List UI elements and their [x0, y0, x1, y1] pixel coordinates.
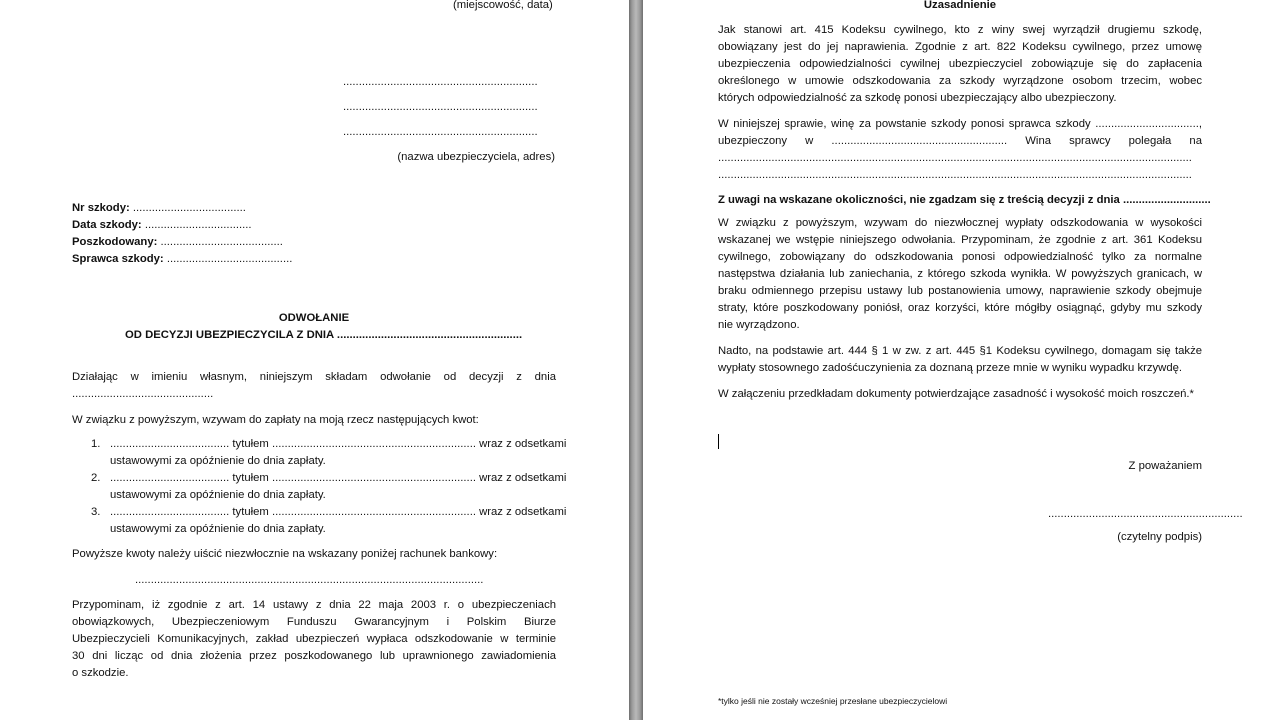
p3-line-4: następstwa działania lub zaniechania, z którego szkoda wynikła. W powyższych granicach, w	[718, 268, 1202, 280]
p3-line-6: straty, które poszkodowany poniósł, oraz korzyści, które mógłby osiągnąć, gdyby mu szkody	[718, 302, 1202, 314]
p2-line-1: W niniejszej sprawie, winę za powstanie szkody ponosi sprawca szkody .................................,	[718, 118, 1202, 130]
injured-party-dots: .......................................	[160, 236, 283, 248]
account-intro: Powyższe kwoty należy uiścić niezwłocznie na wskazany poniżej rachunek bankowy:	[72, 548, 498, 560]
page-gap	[629, 0, 643, 720]
insurer-line-1: ..............................................................	[343, 76, 538, 88]
document-title: ODWOŁANIE	[278, 312, 350, 324]
p3-line-5: braku odmiennego przepisu ustawy lub postanowienia umowy, naprawienie szkody obejmuje	[718, 285, 1202, 297]
p2-line-2: ubezpieczony w ........................................................ Wina sprawcy polegała na	[718, 135, 1202, 147]
p2-line-4: .......................................................................................................................................................	[718, 169, 1192, 181]
p1-line-1: Jak stanowi art. 415 Kodeksu cywilnego, kto z winy swej wyrządził drugiemu szkodę,	[718, 24, 1202, 36]
reminder-line-2: obowiązkowych, Ubezpieczeniowym Funduszu Gwarancyjnym i Polskim Biurze	[72, 616, 556, 628]
p1-line-3: ubezpieczenia odpowiedzialności cywilnej ubezpieczyciel zobowiązuje się do zapłacenia	[718, 58, 1202, 70]
perpetrator-label: Sprawca szkody:	[72, 253, 164, 265]
p3-line-1: W związku z powyższym, wzywam do niezwłocznej wypłaty odszkodowania w wysokości	[718, 217, 1202, 229]
disagree-statement: Z uwagi na wskazane okoliczności, nie zgadzam się z treścią decyzji z dnia ............................	[718, 194, 1211, 206]
justification-paragraph-1	[718, 22, 1202, 107]
insurer-line-3: ..............................................................	[343, 126, 538, 138]
demand-item-1-line-1: ...................................... tytułem ................................................................. wraz z odsetkami	[110, 438, 567, 450]
insurer-label: (nazwa ubezpieczyciela, adres)	[397, 151, 555, 163]
demand-item-3-line-1: ...................................... tytułem ................................................................. wraz z odsetkami	[110, 506, 567, 518]
p1-line-2: obowiązany jest do jej naprawienia. Zgodnie z art. 822 Kodeksu cywilnego, przez umowę	[718, 41, 1202, 53]
signature-label: (czytelny podpis)	[1117, 531, 1202, 543]
p3-line-2: wskazanej we wstępie niniejszego odwołania. Przypominam, że zgodnie z art. 361 Kodeksu	[718, 234, 1202, 246]
p3-line-7: nie wyrządzono.	[718, 319, 800, 331]
justification-heading: Uzasadnienie	[923, 0, 997, 11]
insurer-line-2: ..............................................................	[343, 101, 538, 113]
document-subtitle: OD DECYZJI UBEZPIECZYCILA Z DNIA ...........................................................	[125, 329, 523, 341]
footnote: *tylko jeśli nie zostały wcześniej przesłane ubezpieczycielowi	[718, 696, 948, 706]
item-number-1: 1.	[91, 438, 101, 450]
account-line: ...............................................................................................................	[135, 574, 484, 586]
claim-date-dots: ..................................	[144, 219, 252, 231]
justification-paragraph-4	[718, 343, 1202, 377]
reminder-paragraph	[72, 597, 556, 682]
justification-paragraph-2	[718, 116, 1202, 184]
demand-item-1-line-2: ustawowymi za opóźnienie do dnia zapłaty.	[110, 455, 326, 467]
claim-date-label: Data szkody:	[72, 219, 142, 231]
intro-line-2: .............................................	[72, 388, 214, 400]
p2-line-3: .......................................................................................................................................................	[718, 152, 1192, 164]
document-page-left	[0, 0, 629, 720]
injured-party-field	[72, 234, 283, 251]
text-cursor[interactable]	[718, 434, 719, 449]
item-number-2: 2.	[91, 472, 101, 484]
perpetrator-field	[72, 251, 292, 268]
attachments-statement: W załączeniu przedkładam dokumenty potwierdzające zasadność i wysokość moich roszczeń.*	[718, 388, 1194, 400]
p1-line-4: określonego w umowie odszkodowania za szkody wyrządzone osobom trzecim, wobec	[718, 75, 1202, 87]
p3-line-3: cywilnego, zobowiązany do odszkodowania ponosi odpowiedzialność tylko za normalne	[718, 251, 1202, 263]
regards-text: Z poważaniem	[1128, 460, 1202, 472]
claim-number-dots: ....................................	[132, 202, 246, 214]
injured-party-label: Poszkodowany:	[72, 236, 158, 248]
demand-item-3-line-2: ustawowymi za opóźnienie do dnia zapłaty.	[110, 523, 326, 535]
demand-item-2-line-1: ...................................... tytułem ................................................................. wraz z odsetkami	[110, 472, 567, 484]
intro-paragraph	[72, 369, 556, 403]
claim-date-field	[72, 217, 252, 234]
reminder-line-5: o szkodzie.	[72, 667, 129, 679]
reminder-line-1: Przypominam, iż zgodnie z art. 14 ustawy z dnia 22 maja 2003 r. o ubezpieczeniach	[72, 599, 556, 611]
demand-item-3	[110, 504, 567, 538]
demand-item-1	[110, 436, 567, 470]
demand-item-2-line-2: ustawowymi za opóźnienie do dnia zapłaty.	[110, 489, 326, 501]
place-date-label: (miejscowość, data)	[453, 0, 553, 11]
item-number-3: 3.	[91, 506, 101, 518]
p1-line-5: których odpowiedzialność za szkodę ponosi ubezpieczający albo ubezpieczony.	[718, 92, 1117, 104]
demand-item-2	[110, 470, 567, 504]
demand-intro: W związku z powyższym, wzywam do zapłaty na moją rzecz następujących kwot:	[72, 414, 479, 426]
p4-line-1: Nadto, na podstawie art. 444 § 1 w zw. z art. 445 §1 Kodeksu cywilnego, domagam się także	[718, 345, 1202, 357]
perpetrator-dots: ........................................	[166, 253, 293, 265]
intro-line-1: Działając w imieniu własnym, niniejszym składam odwołanie od decyzji z dnia	[72, 371, 556, 383]
p4-line-2: wypłaty stosownego zadośćuczynienia za doznaną przeze mnie w wyniku wypadku krzywdę.	[718, 362, 1183, 374]
reminder-line-4: 30 dni licząc od dnia złożenia przez poszkodowanego lub uprawnionego zawiadomienia	[72, 650, 556, 662]
document-page-right	[643, 0, 1280, 720]
reminder-line-3: Ubezpieczycieli Komunikacyjnych, zakład ubezpieczeń wypłaca odszkodowanie w terminie	[72, 633, 556, 645]
justification-paragraph-3	[718, 215, 1202, 334]
signature-line: ..............................................................	[1048, 508, 1243, 520]
claim-number-label: Nr szkody:	[72, 202, 130, 214]
claim-number-field	[72, 200, 246, 217]
